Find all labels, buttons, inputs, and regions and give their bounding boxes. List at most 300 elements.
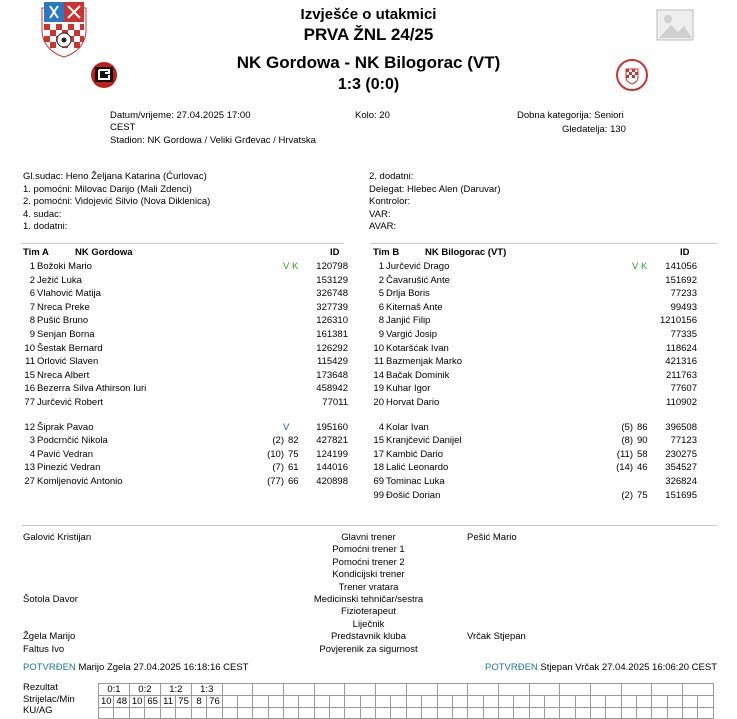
sub-minute: 82 [288, 435, 299, 447]
player-id: 77123 [670, 435, 697, 447]
empty-scorer-cell [330, 696, 345, 708]
staff-role: Predstavnik kluba [331, 631, 406, 643]
sub-minute: 46 [637, 462, 648, 474]
shirt-number: 14 [373, 369, 384, 381]
shirt-number: 6 [378, 301, 384, 313]
empty-corner-cell [99, 708, 114, 719]
player-name: Vlahović Matija [37, 288, 101, 300]
player-row [18, 301, 363, 314]
staff-role: Fizioterapeut [341, 606, 396, 618]
empty-result-cell [652, 684, 683, 696]
away-staff-name: Vrčak Stjepan [467, 631, 526, 643]
player-id: 120798 [316, 261, 348, 272]
sub-minute: 75 [288, 448, 299, 460]
player-row [18, 274, 363, 287]
empty-scorer-cell [683, 696, 698, 708]
substituted-for: (11) [616, 448, 633, 460]
player-id: 421316 [665, 356, 697, 368]
substituted-for: (2) [621, 489, 633, 501]
empty-corner-cell [606, 708, 621, 719]
officials-left [23, 171, 210, 234]
team-a-header: Tim A NK Gordowa ID [23, 247, 340, 258]
empty-corner-cell [636, 708, 651, 719]
result-cell: 1:3 [191, 684, 222, 696]
away-confirmation [485, 662, 717, 675]
empty-scorer-cell [468, 696, 483, 708]
empty-corner-cell [498, 708, 513, 719]
away-team-name: NK Bilogorac (VT) [354, 53, 501, 72]
empty-scorer-cell [238, 696, 253, 708]
empty-scorer-cell [360, 696, 375, 708]
shirt-number: 69 [373, 476, 384, 487]
empty-corner-cell [575, 708, 590, 719]
empty-scorer-cell [422, 696, 437, 708]
empty-result-cell [621, 684, 652, 696]
player-id: 354527 [665, 462, 697, 474]
player-row [18, 314, 363, 327]
scoring-grid [98, 683, 714, 719]
empty-scorer-cell [514, 696, 529, 708]
officials-right [369, 171, 500, 234]
player-name: Kiternaš Ante [386, 301, 443, 313]
substitute-row [367, 475, 712, 488]
player-name: Nreca Preke [37, 301, 90, 313]
empty-scorer-cell [698, 696, 714, 708]
substitute-row [18, 434, 363, 447]
shirt-number: 5 [378, 288, 384, 300]
away-confirmed-status: POTVRĐEN [484, 662, 538, 673]
player-row [18, 382, 363, 395]
shirt-number: 15 [24, 369, 35, 381]
substitute-row [367, 434, 712, 447]
player-name: Kotaršćak Ivan [386, 342, 449, 354]
empty-corner-cell [514, 708, 529, 719]
official-line: VAR: [369, 208, 391, 220]
corner-label: KU/AG [23, 705, 53, 716]
substitute-row [18, 475, 363, 488]
home-staff-name: Galović Kristijan [23, 532, 92, 543]
empty-result-cell [498, 684, 529, 696]
shirt-number: 20 [373, 397, 384, 408]
official-line: Gl.sudac: Heno Željana Katarina (Ćurlovac) [23, 171, 207, 182]
player-name: Pinezić Vedran [37, 462, 101, 474]
player-id: 153129 [316, 274, 348, 286]
shirt-number: 10 [373, 342, 384, 354]
player-id: 195160 [316, 421, 348, 433]
empty-result-cell [345, 684, 376, 696]
empty-result-cell [376, 684, 407, 696]
empty-corner-cell [422, 708, 437, 719]
player-id: 77011 [322, 397, 348, 408]
player-name: Tominac Luka [386, 476, 445, 487]
empty-result-cell [406, 684, 437, 696]
substituted-for: (10) [267, 448, 284, 460]
empty-scorer-cell [452, 696, 467, 708]
sub-minute: 86 [637, 421, 648, 433]
shirt-number: 10 [24, 342, 35, 354]
player-name: Jurčević Drago [386, 261, 450, 272]
substitute-row [18, 461, 363, 474]
player-id: 151692 [665, 274, 697, 286]
player-flag: V [283, 421, 290, 433]
scoring-labels [23, 682, 75, 717]
empty-scorer-cell [314, 696, 329, 708]
sub-minute: 61 [288, 462, 299, 474]
empty-corner-cell [560, 708, 575, 719]
divider [22, 525, 717, 526]
empty-result-cell [683, 684, 714, 696]
player-name: Đošić Dorian [386, 489, 441, 501]
result-cell: 0:2 [129, 684, 160, 696]
scorer-minute: 48 [114, 696, 129, 708]
empty-corner-cell [437, 708, 452, 719]
empty-scorer-cell [621, 696, 636, 708]
empty-corner-cell [330, 708, 345, 719]
empty-scorer-cell [376, 696, 391, 708]
empty-scorer-cell [544, 696, 559, 708]
empty-corner-cell [406, 708, 421, 719]
shirt-number: 11 [25, 356, 35, 368]
divider [22, 243, 344, 244]
player-row [18, 342, 363, 355]
empty-result-cell [437, 684, 468, 696]
empty-corner-cell [667, 708, 682, 719]
player-id: 458942 [316, 383, 348, 395]
empty-corner-cell [483, 708, 498, 719]
player-id: 427821 [316, 435, 348, 447]
shirt-number: 77 [24, 397, 35, 408]
shirt-number: 1 [378, 261, 384, 272]
player-id: 1210156 [660, 315, 697, 327]
player-id: 77607 [670, 383, 697, 395]
empty-corner-cell [314, 708, 329, 719]
shirt-number: 11 [374, 356, 384, 368]
shirt-number: 27 [24, 476, 35, 487]
away-confirmed-by: Stjepan Vrčak 27.04.2025 16:06:20 CEST [540, 662, 717, 673]
shirt-number: 4 [29, 448, 35, 460]
player-name: Bezerra Silva Athirson Iuri [37, 383, 147, 395]
empty-corner-cell [238, 708, 253, 719]
scorer-minute: 75 [176, 696, 191, 708]
official-line: 4. sudac: [23, 208, 62, 220]
competition-name: PRVA ŽNL 24/25 [303, 25, 434, 44]
player-row [367, 287, 712, 300]
empty-corner-cell [468, 708, 483, 719]
substituted-for: (7) [272, 462, 284, 474]
player-id: 420898 [316, 476, 348, 487]
shirt-number: 9 [378, 329, 384, 340]
shirt-number: 16 [24, 383, 35, 395]
empty-corner-cell [391, 708, 406, 719]
player-name: Kambić Dario [386, 448, 444, 460]
empty-corner-cell [376, 708, 391, 719]
substitute-row [18, 421, 363, 434]
player-row [18, 355, 363, 368]
substitute-row [18, 448, 363, 461]
result-cell: 0:1 [99, 684, 130, 696]
staff-role: Pomoćni trener 2 [332, 556, 405, 568]
empty-corner-cell [621, 708, 636, 719]
player-id: 124199 [316, 448, 348, 460]
empty-scorer-cell [529, 696, 544, 708]
sub-minute: 66 [288, 476, 299, 487]
substitute-row [367, 461, 712, 474]
player-row [367, 382, 712, 395]
staff-role: Pomoćni trener 1 [332, 544, 405, 556]
shirt-number: 13 [24, 462, 35, 474]
empty-scorer-cell [222, 696, 237, 708]
player-id: 118624 [666, 342, 697, 354]
empty-scorer-cell [406, 696, 421, 708]
empty-scorer-cell [391, 696, 406, 708]
scorer-number: 11 [160, 696, 175, 708]
report-title: Izvješće o utakmici [300, 6, 437, 23]
official-line: 2. pomoćni: Vidojević Silvio (Nova Diklenica) [23, 196, 211, 207]
player-name: Orlović Slaven [37, 356, 99, 368]
player-name: Kolar Ivan [386, 421, 429, 433]
empty-corner-cell [299, 708, 314, 719]
empty-scorer-cell [560, 696, 575, 708]
corner-row [99, 708, 714, 719]
divider [370, 243, 717, 244]
player-name: Janjić Filip [386, 315, 431, 327]
shirt-number: 15 [373, 435, 384, 447]
player-id: 326824 [665, 476, 697, 487]
player-row [18, 260, 363, 273]
player-name: Bazmenjak Marko [386, 356, 463, 368]
player-row [367, 342, 712, 355]
staff-role: Glavni trener [341, 532, 396, 543]
empty-result-cell [314, 684, 345, 696]
shirt-number: 12 [24, 421, 35, 433]
player-row [367, 369, 712, 382]
player-name: Vargić Josip [386, 329, 438, 340]
match-teams [0, 53, 737, 73]
empty-scorer-cell [253, 696, 268, 708]
player-name: Nreca Albert [37, 369, 90, 381]
player-row [367, 260, 712, 273]
scorer-minute: 65 [145, 696, 160, 708]
empty-scorer-cell [437, 696, 452, 708]
empty-scorer-cell [483, 696, 498, 708]
player-name: Drlja Boris [386, 288, 430, 300]
empty-corner-cell [114, 708, 129, 719]
player-id: 115429 [317, 356, 348, 368]
empty-result-cell [529, 684, 560, 696]
home-team-name: NK Gordowa [236, 53, 340, 72]
player-id: 173648 [316, 369, 348, 381]
empty-corner-cell [683, 708, 698, 719]
staff-role: Liječnik [352, 618, 385, 630]
result-label: Rezultat [23, 682, 58, 693]
empty-scorer-cell [284, 696, 299, 708]
final-score: 1:3 (0:0) [337, 76, 400, 93]
shirt-number: 8 [29, 315, 35, 327]
sub-minute: 75 [637, 489, 648, 501]
player-row [18, 287, 363, 300]
spectators: Gledatelja: 130 [562, 124, 626, 135]
player-id: 141056 [665, 261, 697, 272]
player-id: 326748 [316, 288, 348, 300]
match-stadium: Stadion: NK Gordowa / Veliki Grđevac / Hrvatska [110, 135, 316, 146]
staff-role: Povjerenik za sigurnost [319, 643, 418, 655]
player-name: Čavarušić Ante [386, 274, 450, 286]
empty-corner-cell [129, 708, 144, 719]
player-flag: V K [632, 261, 648, 272]
official-line: 1. pomoćni: Milovac Darijo (Mali Zdenci) [23, 183, 192, 195]
player-name: Pavić Vedran [37, 448, 93, 460]
scorer-label: Strijelac/Min [23, 693, 75, 705]
staff-role: Kondicijski trener [332, 569, 405, 581]
empty-scorer-cell [606, 696, 621, 708]
official-line: AVAR: [369, 221, 397, 232]
shirt-number: 19 [373, 383, 384, 395]
empty-corner-cell [544, 708, 559, 719]
player-row [367, 328, 712, 341]
sub-minute: 90 [637, 435, 648, 447]
empty-corner-cell [345, 708, 360, 719]
player-name: Kranjčević Danijel [386, 435, 462, 447]
player-name: Horvat Dario [386, 397, 440, 408]
scorer-number: 10 [129, 696, 144, 708]
empty-corner-cell [284, 708, 299, 719]
shirt-number: 1 [29, 261, 35, 272]
scorer-number: 10 [99, 696, 114, 708]
empty-corner-cell [145, 708, 160, 719]
player-row [367, 301, 712, 314]
scorer-number: 8 [191, 696, 206, 708]
empty-scorer-cell [575, 696, 590, 708]
scorer-row [99, 696, 714, 708]
scorer-minute: 76 [207, 696, 222, 708]
player-id: 77335 [670, 329, 697, 340]
shirt-number: 2 [29, 274, 35, 286]
empty-corner-cell [268, 708, 283, 719]
empty-scorer-cell [636, 696, 651, 708]
shirt-number: 4 [378, 421, 384, 433]
away-staff-name: Pešić Mario [467, 532, 517, 543]
shirt-number: 18 [373, 462, 384, 474]
player-id: 110902 [666, 397, 697, 408]
empty-result-cell [590, 684, 621, 696]
match-timezone: CEST [110, 122, 136, 133]
shirt-number: 8 [378, 315, 384, 327]
staff-role: Medicinski tehničar/sestra [313, 594, 424, 605]
empty-corner-cell [253, 708, 268, 719]
player-id: 211763 [666, 369, 697, 381]
player-id: 126310 [316, 315, 348, 327]
empty-scorer-cell [590, 696, 605, 708]
empty-corner-cell [176, 708, 191, 719]
player-name: Bačak Dominik [386, 369, 450, 381]
result-cell: 1:2 [160, 684, 191, 696]
empty-corner-cell [222, 708, 237, 719]
player-row [367, 274, 712, 287]
empty-corner-cell [452, 708, 467, 719]
empty-corner-cell [207, 708, 222, 719]
empty-corner-cell [160, 708, 175, 719]
home-staff-name: Žgela Marijo [23, 631, 76, 643]
substitute-row [367, 489, 712, 502]
substituted-for: (5) [621, 421, 633, 433]
substituted-for: (8) [621, 435, 633, 447]
home-staff-name: Šotola Davor [23, 594, 78, 605]
player-row [18, 396, 363, 409]
player-row [367, 355, 712, 368]
empty-scorer-cell [498, 696, 513, 708]
player-id: 161381 [316, 329, 348, 340]
empty-scorer-cell [345, 696, 360, 708]
empty-result-cell [253, 684, 284, 696]
shirt-number: 9 [29, 329, 35, 340]
player-name: Lalić Leonardo [386, 462, 449, 474]
home-staff-name: Faltus Ivo [23, 643, 65, 655]
empty-corner-cell [360, 708, 375, 719]
home-confirmed-by: Marijo Zgela 27.04.2025 16:18:16 CEST [78, 662, 249, 673]
shirt-number: 99 [373, 489, 384, 501]
player-name: Ježić Luka [37, 274, 82, 286]
empty-corner-cell [590, 708, 605, 719]
player-name: Kuhar Igor [386, 383, 431, 395]
empty-result-cell [468, 684, 499, 696]
shirt-number: 17 [373, 448, 384, 460]
result-row [99, 684, 714, 696]
player-name: Jurčević Robert [37, 397, 103, 408]
home-confirmed-status: POTVRĐEN [23, 662, 76, 673]
empty-scorer-cell [667, 696, 682, 708]
match-datetime: Datum/vrijeme: 27.04.2025 17:00 [110, 110, 251, 121]
player-id: 126292 [316, 342, 348, 354]
player-flag: V K [283, 261, 299, 272]
empty-result-cell [284, 684, 315, 696]
substituted-for: (2) [272, 435, 284, 447]
staff-role: Trener vratara [338, 581, 399, 593]
empty-scorer-cell [299, 696, 314, 708]
age-category: Dobna kategorija: Seniori [517, 110, 624, 121]
player-row [367, 396, 712, 409]
shirt-number: 6 [29, 288, 35, 300]
match-round: Kolo: 20 [355, 110, 390, 121]
player-row [18, 369, 363, 382]
player-name: Pušić Bruno [37, 315, 89, 327]
player-id: 151695 [665, 489, 697, 501]
team-b-header: Tim B NK Bilogorac (VT) ID [373, 247, 690, 258]
player-row [367, 314, 712, 327]
player-id: 230275 [665, 448, 697, 460]
substituted-for: (77) [267, 476, 284, 487]
player-id: 144016 [316, 462, 348, 474]
shirt-number: 7 [29, 301, 35, 313]
player-name: Božoki Mario [37, 261, 92, 272]
empty-corner-cell [191, 708, 206, 719]
player-id: 77233 [670, 288, 697, 300]
team-separator: - [339, 53, 355, 72]
empty-result-cell [222, 684, 253, 696]
empty-corner-cell [652, 708, 667, 719]
player-name: Podcrnčić Nikola [37, 435, 108, 447]
official-line: 1. dodatni: [23, 221, 68, 232]
substituted-for: (14) [616, 462, 633, 474]
player-name: Komljenović Antonio [37, 476, 123, 487]
player-id: 396508 [665, 421, 697, 433]
substitute-row [367, 421, 712, 434]
home-confirmation [23, 662, 249, 675]
empty-scorer-cell [268, 696, 283, 708]
player-name: Šiprak Pavao [37, 421, 94, 433]
player-id: 99493 [670, 301, 697, 313]
empty-result-cell [560, 684, 591, 696]
official-line: Kontrolor: [369, 196, 411, 207]
